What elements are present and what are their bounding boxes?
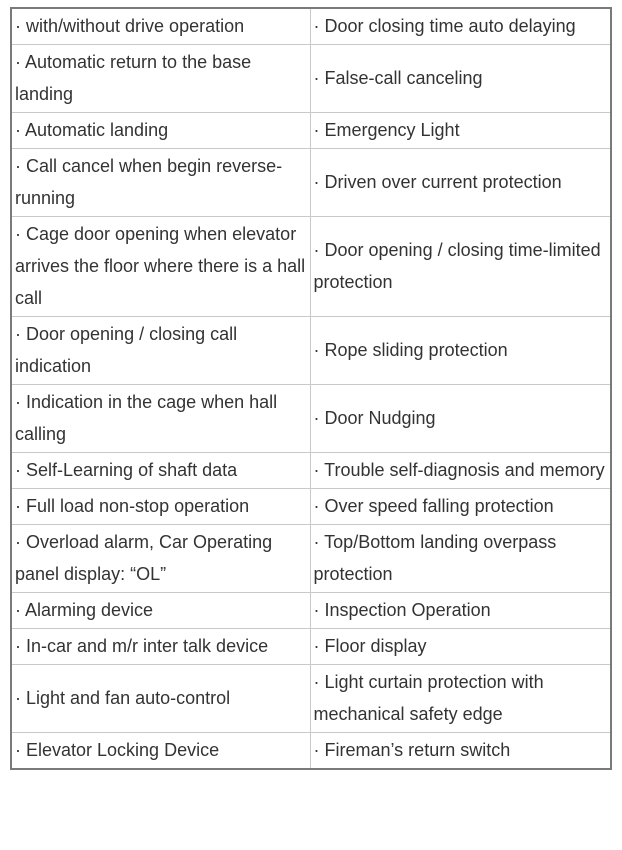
- table-cell-right: · Fireman’s return switch: [310, 733, 611, 770]
- table-cell-right: · Inspection Operation: [310, 593, 611, 629]
- table-row: [11, 385, 611, 453]
- table-cell-right: · Door closing time auto delaying: [310, 8, 611, 45]
- table-row: [11, 45, 611, 113]
- table-row: [11, 317, 611, 385]
- table-cell-left: · Alarming device: [11, 593, 310, 629]
- features-table-body: [11, 8, 611, 769]
- table-row: [11, 733, 611, 770]
- table-row: [11, 217, 611, 317]
- table-cell-left: · Indication in the cage when hall calling: [11, 385, 310, 453]
- table-row: [11, 629, 611, 665]
- table-cell-left: · Call cancel when begin reverse-running: [11, 149, 310, 217]
- table-cell-right: · Trouble self-diagnosis and memory: [310, 453, 611, 489]
- table-cell-right: · Door Nudging: [310, 385, 611, 453]
- table-cell-right: · Floor display: [310, 629, 611, 665]
- table-row: [11, 525, 611, 593]
- table-cell-left: · Door opening / closing call indication: [11, 317, 310, 385]
- features-table-container: [10, 7, 610, 770]
- table-row: [11, 113, 611, 149]
- table-cell-left: · Light and fan auto-control: [11, 665, 310, 733]
- table-cell-right: · Over speed falling protection: [310, 489, 611, 525]
- table-cell-right: · Light curtain protection with mechanical safety edge: [310, 665, 611, 733]
- table-row: [11, 453, 611, 489]
- table-cell-left: · In-car and m/r inter talk device: [11, 629, 310, 665]
- table-cell-right: · Driven over current protection: [310, 149, 611, 217]
- table-cell-right: · Emergency Light: [310, 113, 611, 149]
- table-cell-left: · Self-Learning of shaft data: [11, 453, 310, 489]
- table-cell-left: · Elevator Locking Device: [11, 733, 310, 770]
- table-cell-left: · Automatic landing: [11, 113, 310, 149]
- table-row: [11, 489, 611, 525]
- table-row: [11, 8, 611, 45]
- table-row: [11, 149, 611, 217]
- table-row: [11, 593, 611, 629]
- table-cell-right: · Top/Bottom landing overpass protection: [310, 525, 611, 593]
- table-cell-left: · Automatic return to the base landing: [11, 45, 310, 113]
- table-cell-left: · with/without drive operation: [11, 8, 310, 45]
- table-cell-left: · Overload alarm, Car Operating panel display: “OL”: [11, 525, 310, 593]
- table-cell-right: · Door opening / closing time-limited protection: [310, 217, 611, 317]
- table-row: [11, 665, 611, 733]
- table-cell-left: · Full load non-stop operation: [11, 489, 310, 525]
- features-table: [10, 7, 612, 770]
- table-cell-right: · False-call canceling: [310, 45, 611, 113]
- table-cell-left: · Cage door opening when elevator arrives the floor where there is a hall call: [11, 217, 310, 317]
- table-cell-right: · Rope sliding protection: [310, 317, 611, 385]
